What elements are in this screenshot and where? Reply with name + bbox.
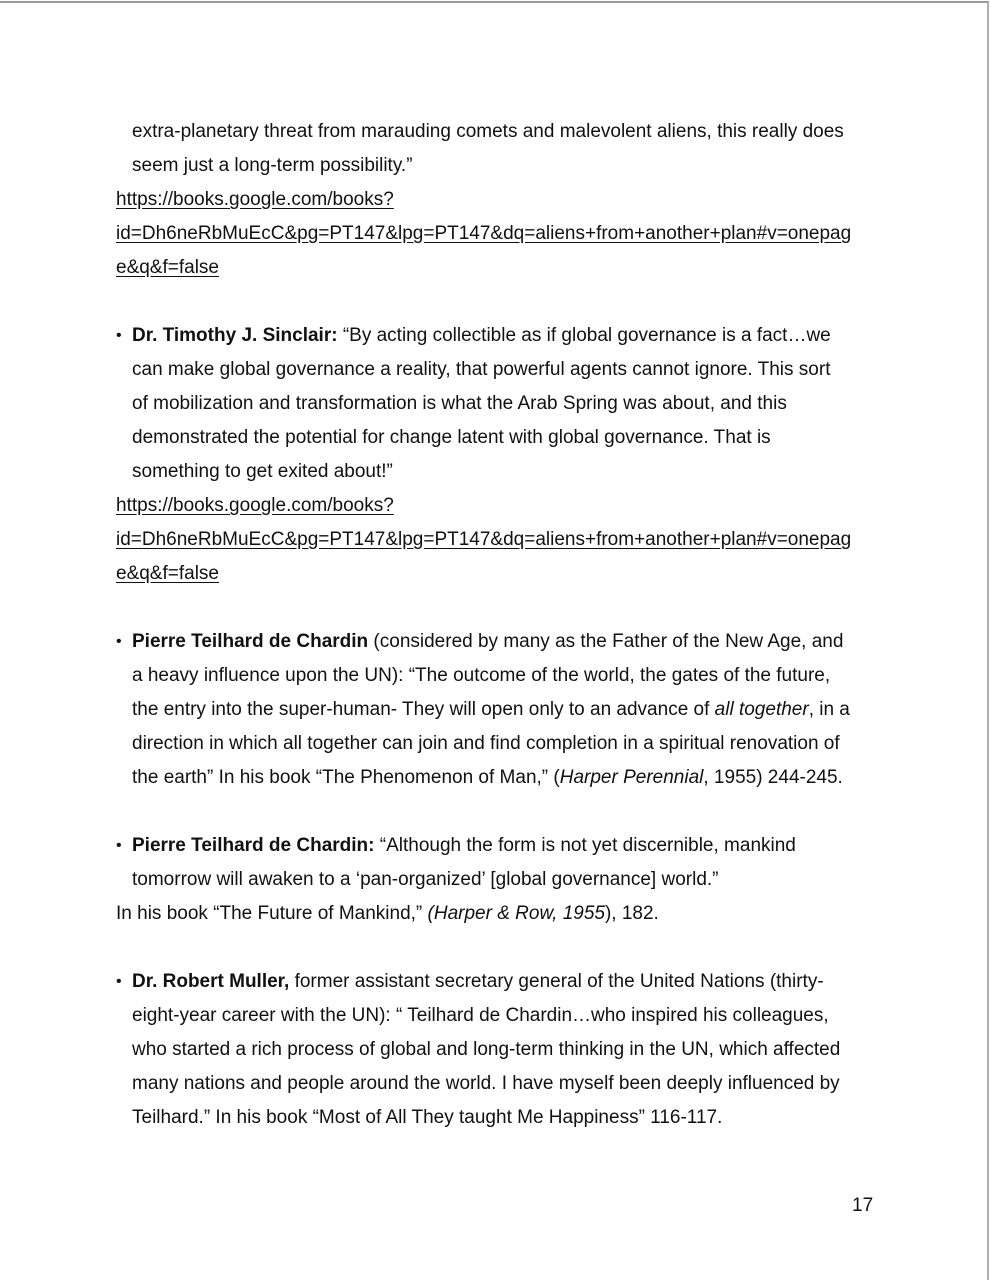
quote-muller — [116, 965, 876, 1135]
quote-text: “By acting collectible as if global governance is a fact…we — [337, 325, 831, 346]
bullet-icon: • — [116, 327, 122, 344]
text-line: eight-year career with the UN): “ Teilhard de Chardin…who inspired his colleagues, — [132, 1005, 829, 1026]
text-line: many nations and people around the world. I have myself been deeply influenced by — [132, 1073, 840, 1094]
text-line: tomorrow will awaken to a ‘pan-organized’ [global governance] world.” — [132, 869, 719, 890]
bullet-icon: • — [116, 837, 122, 854]
quote-text: former assistant secretary general of the United Nations (thirty- — [289, 971, 824, 992]
source-citation: In his book “The Future of Mankind,” (Harper & Row, 1955), 182. — [116, 903, 659, 924]
quote-author: Pierre Teilhard de Chardin — [132, 631, 369, 652]
text-line: a heavy influence upon the UN): “The outcome of the world, the gates of the future, — [132, 665, 831, 686]
text-line: who started a rich process of global and long-term thinking in the UN, which affected — [132, 1039, 841, 1060]
text-line: the entry into the super-human- They will open only to an advance of all together, in a — [132, 699, 850, 720]
text-line: seem just a long-term possibility.” — [132, 155, 413, 176]
source-link[interactable]: id=Dh6neRbMuEcC&pg=PT147&lpg=PT147&dq=aliens+from+another+plan#v=onepag — [116, 529, 852, 550]
publisher-text: (Harper & Row, 1955 — [427, 903, 605, 924]
text-line: the earth” In his book “The Phenomenon of Man,” (Harper Perennial, 1955) 244-245. — [132, 767, 843, 788]
quote-author: Pierre Teilhard de Chardin: — [132, 835, 375, 856]
page-content — [116, 115, 876, 1135]
quote-author: Dr. Timothy J. Sinclair: — [132, 325, 338, 346]
emphasis-text: all together — [714, 699, 809, 720]
source-link[interactable]: https://books.google.com/books? — [116, 189, 394, 210]
source-link[interactable]: id=Dh6neRbMuEcC&pg=PT147&lpg=PT147&dq=aliens+from+another+plan#v=onepag — [116, 223, 852, 244]
document-page — [0, 1, 989, 1280]
quote-text: “Although the form is not yet discernible, mankind — [374, 835, 796, 856]
source-link[interactable]: e&q&f=false — [116, 257, 219, 278]
text-line: something to get exited about!” — [132, 461, 393, 482]
quote-teilhard-future — [116, 829, 876, 931]
bullet-icon: • — [116, 633, 122, 650]
quote-text: (considered by many as the Father of the New Age, and — [368, 631, 844, 652]
text-line: direction in which all together can join and find completion in a spiritual renovation of — [132, 733, 840, 754]
source-link[interactable]: e&q&f=false — [116, 563, 219, 584]
text-line: Teilhard.” In his book “Most of All They taught Me Happiness” 116-117. — [132, 1107, 723, 1128]
publisher-text: Harper Perennial — [559, 767, 704, 788]
source-link[interactable]: https://books.google.com/books? — [116, 495, 394, 516]
quote-teilhard-phenomenon — [116, 625, 876, 795]
page-number: 17 — [852, 1195, 874, 1216]
text-line: of mobilization and transformation is what the Arab Spring was about, and this — [132, 393, 787, 414]
quote-continuation — [116, 115, 876, 285]
text-line: demonstrated the potential for change latent with global governance. That is — [132, 427, 771, 448]
text-line: can make global governance a reality, that powerful agents cannot ignore. This sort — [132, 359, 831, 380]
quote-author: Dr. Robert Muller, — [132, 971, 290, 992]
bullet-icon: • — [116, 973, 122, 990]
quote-sinclair — [116, 319, 876, 591]
text-line: extra-planetary threat from marauding comets and malevolent aliens, this really does — [132, 121, 844, 142]
